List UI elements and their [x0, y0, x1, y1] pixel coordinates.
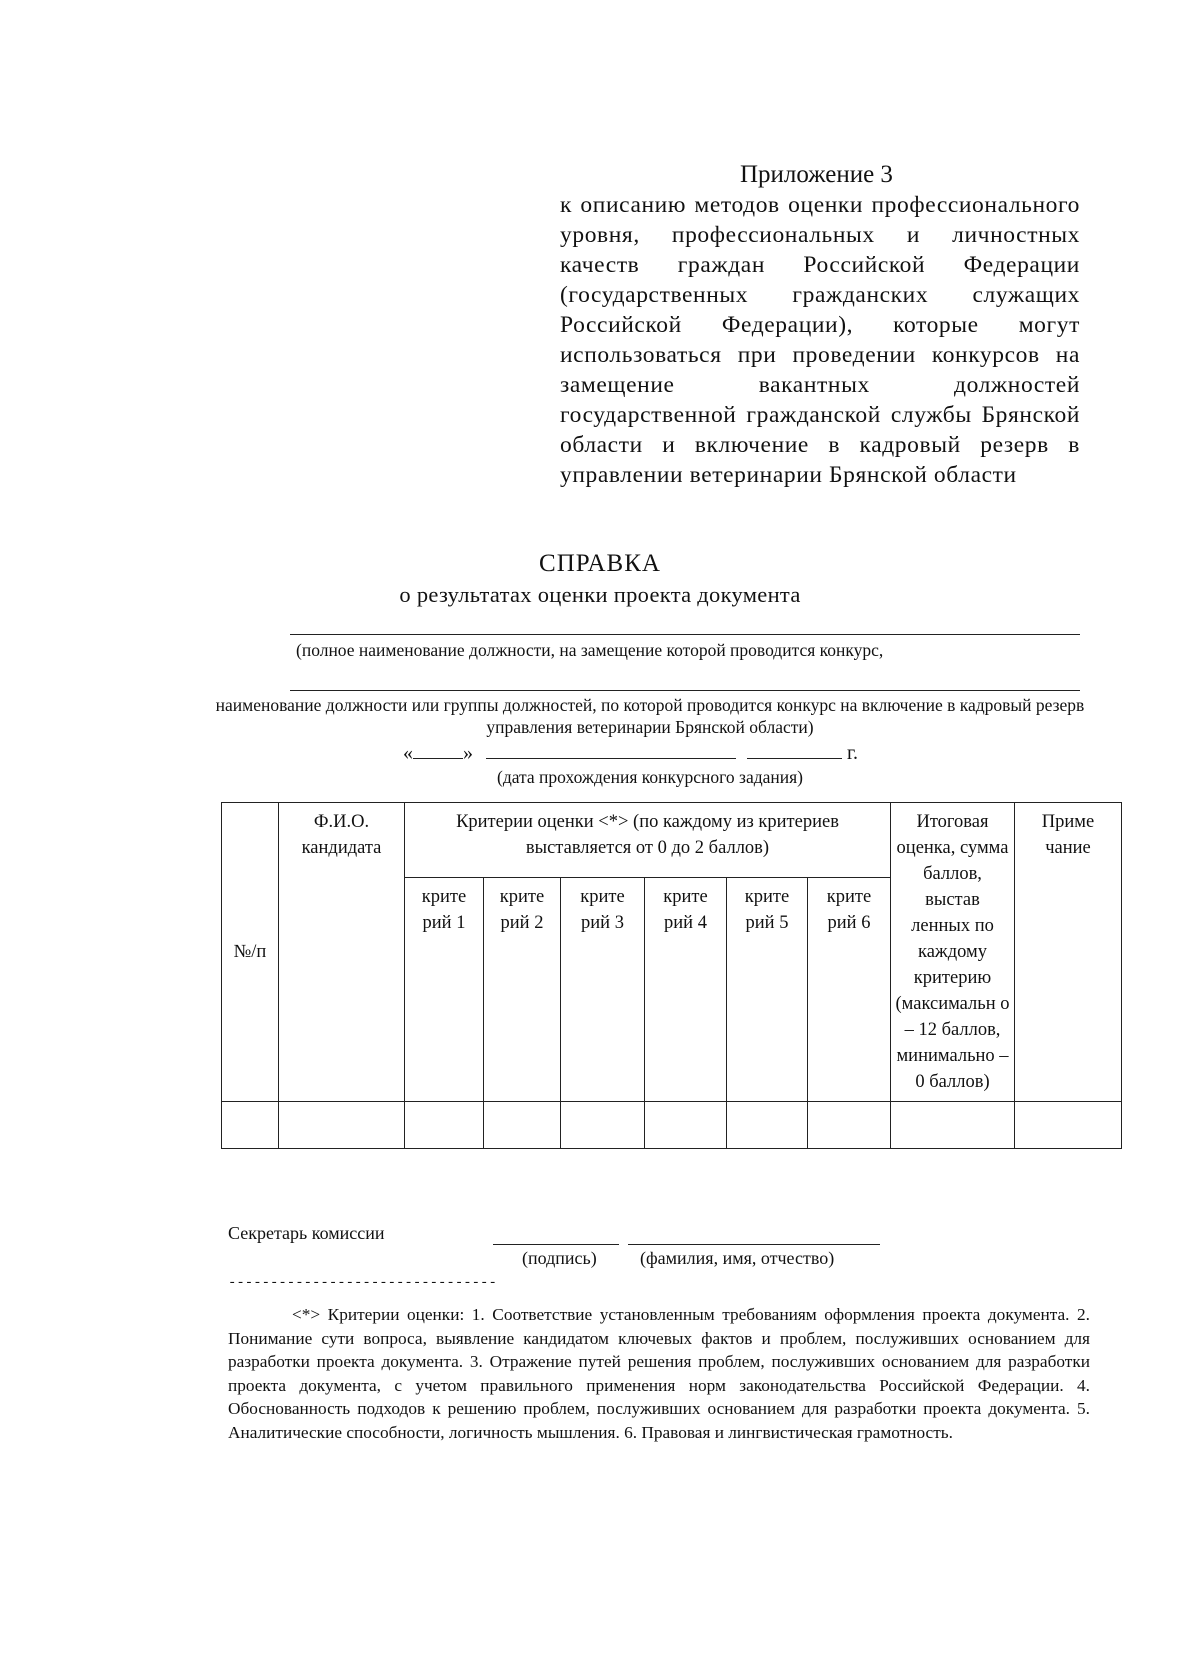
date-close-quote: »: [463, 742, 473, 764]
document-title: СПРАВКА: [539, 550, 661, 577]
criterion-5-header: крите рий 5: [727, 878, 808, 1102]
month-blank: [486, 740, 736, 759]
col-note-header: Приме чание: [1015, 803, 1122, 1102]
appendix-header: [560, 160, 1080, 490]
cell-criterion-1[interactable]: [405, 1102, 484, 1149]
appendix-title: Приложение 3: [740, 161, 893, 188]
cell-total[interactable]: [891, 1102, 1015, 1149]
cell-name[interactable]: [279, 1102, 405, 1149]
cell-note[interactable]: [1015, 1102, 1122, 1149]
signature-fill-line: [493, 1244, 619, 1245]
position-caption: (полное наименование должности, на замещение которой проводится конкурс,: [296, 640, 884, 660]
col-number-header: №/п: [222, 803, 279, 1102]
cell-number[interactable]: [222, 1102, 279, 1149]
table-row: [222, 1102, 1122, 1149]
cell-criterion-5[interactable]: [727, 1102, 808, 1149]
secretary-label: Секретарь комиссии: [228, 1223, 385, 1243]
cell-criterion-2[interactable]: [484, 1102, 561, 1149]
date-caption: (дата прохождения конкурсного задания): [497, 767, 803, 787]
year-blank: [747, 740, 842, 759]
date-year-suffix: г.: [847, 742, 858, 764]
cell-criterion-4[interactable]: [645, 1102, 727, 1149]
col-criteria-header: Критерии оценки <*> (по каждому из критериев выставляется от 0 до 2 баллов): [405, 803, 891, 878]
day-blank: [413, 740, 463, 759]
fio-fill-line: [628, 1244, 880, 1245]
appendix-body: к описанию методов оценки профессионального уровня, профессиональных и личностных качеств граждан Российской Федерации (государственных гражданских служащих Российской Федерации), которые могут использоваться при проведении конкурсов на замещение вакантных должностей государственной гражданской службы Брянской области и включение в кадровый резерв в управлении ветеринарии Брянской области: [560, 192, 1080, 488]
evaluation-table: [221, 802, 1122, 1149]
reserve-fill-line: [290, 690, 1080, 691]
footnote-text: <*> Критерии оценки: 1. Соответствие установленным требованиям оформления проекта документа. 2. Понимание сути вопроса, выявление кандидатом ключевых фактов и проблем, послуживших основанием для разработки проекта документа. 3. Отражение путей решения проблем, послуживших основанием для разработки проекта документа, с учетом правильного применения норм законодательства Российской Федерации. 4. Обоснованность подходов к решению проблем, послуживших основанием для разработки проекта документа. 5. Аналитические способности, логичность мышления. 6. Правовая и лингвистическая грамотность.: [228, 1305, 1090, 1442]
position-fill-line: [290, 634, 1080, 635]
criterion-4-header: крите рий 4: [645, 878, 727, 1102]
cell-criterion-3[interactable]: [561, 1102, 645, 1149]
fio-caption: (фамилия, имя, отчество): [640, 1248, 835, 1268]
criterion-2-header: крите рий 2: [484, 878, 561, 1102]
col-total-header: Итоговая оценка, сумма баллов, выстав ленных по каждому критерию (максимальн о – 12 баллов, минимально – 0 баллов): [891, 803, 1015, 1102]
date-open-quote: «: [403, 742, 413, 764]
footnote-separator: --------------------------------: [228, 1275, 497, 1291]
reserve-caption: наименование должности или группы должностей, по которой проводится конкурс на включение в кадровый резерв управления ветеринарии Брянской области): [215, 695, 1085, 737]
col-name-header: Ф.И.О. кандидата: [279, 803, 405, 1102]
header-row: [222, 803, 1122, 878]
criterion-3-header: крите рий 3: [561, 878, 645, 1102]
signature-caption: (подпись): [522, 1248, 597, 1268]
cell-criterion-6[interactable]: [808, 1102, 891, 1149]
date-line: [403, 740, 858, 765]
criterion-6-header: крите рий 6: [808, 878, 891, 1102]
criterion-1-header: крите рий 1: [405, 878, 484, 1102]
document-subtitle: о результатах оценки проекта документа: [399, 582, 801, 607]
